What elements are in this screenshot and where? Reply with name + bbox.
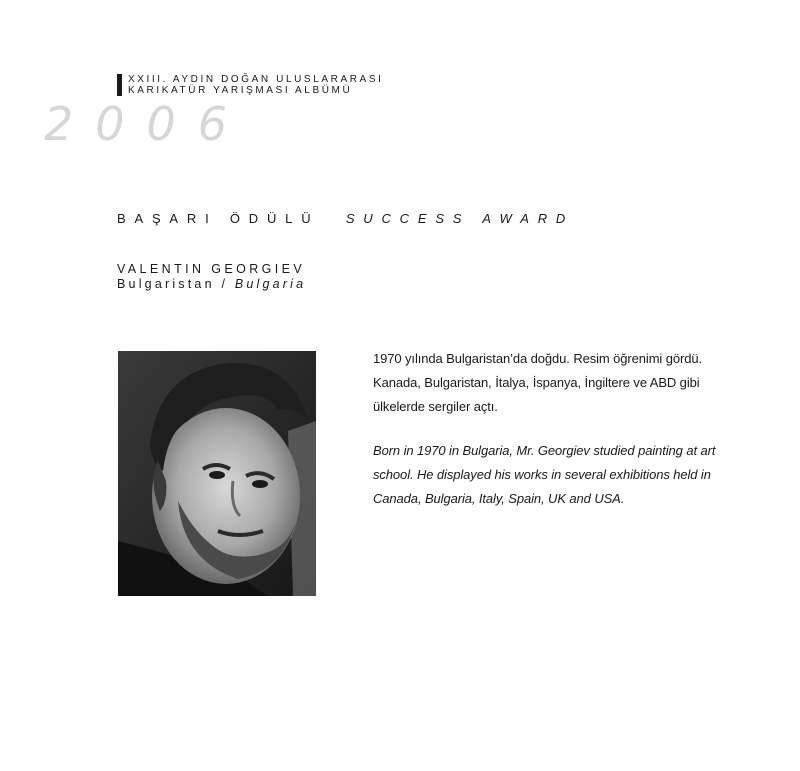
country-separator: / — [221, 277, 229, 291]
artist-country-en: Bulgaria — [234, 277, 307, 291]
award-title-tr: BAŞARI ÖDÜLÜ — [117, 211, 320, 226]
header-accent-bar — [117, 74, 122, 96]
header-line-1: XXIII. AYDIN DOĞAN ULUSLARARASI — [128, 74, 384, 85]
award-title-en: SUCCESS AWARD — [345, 211, 575, 226]
artist-biography — [373, 347, 753, 511]
artist-name: VALENTIN GEORGIEV — [117, 262, 306, 276]
artist-portrait-photo — [118, 351, 316, 596]
album-header — [117, 74, 383, 96]
year-watermark: 2006 — [44, 97, 250, 151]
header-line-2: KARIKATÜR YARIŞMASI ALBÜMÜ — [128, 85, 353, 96]
header-text — [128, 74, 383, 96]
artist-country-tr: Bulgaristan — [117, 277, 215, 291]
biography-english: Born in 1970 in Bulgaria, Mr. Georgiev studied painting at art school. He displayed his works in several exhibitions held in Canada, Bulgaria, Italy, Spain, UK and USA. — [373, 443, 716, 506]
biography-turkish: 1970 yılında Bulgaristan’da doğdu. Resim öğrenimi gördü. Kanada, Bulgaristan, İtalya, İspanya, İngiltere ve ABD gibi ülkelerde sergiler açtı. — [373, 351, 702, 414]
artist-country — [117, 277, 306, 291]
award-title — [117, 211, 574, 226]
